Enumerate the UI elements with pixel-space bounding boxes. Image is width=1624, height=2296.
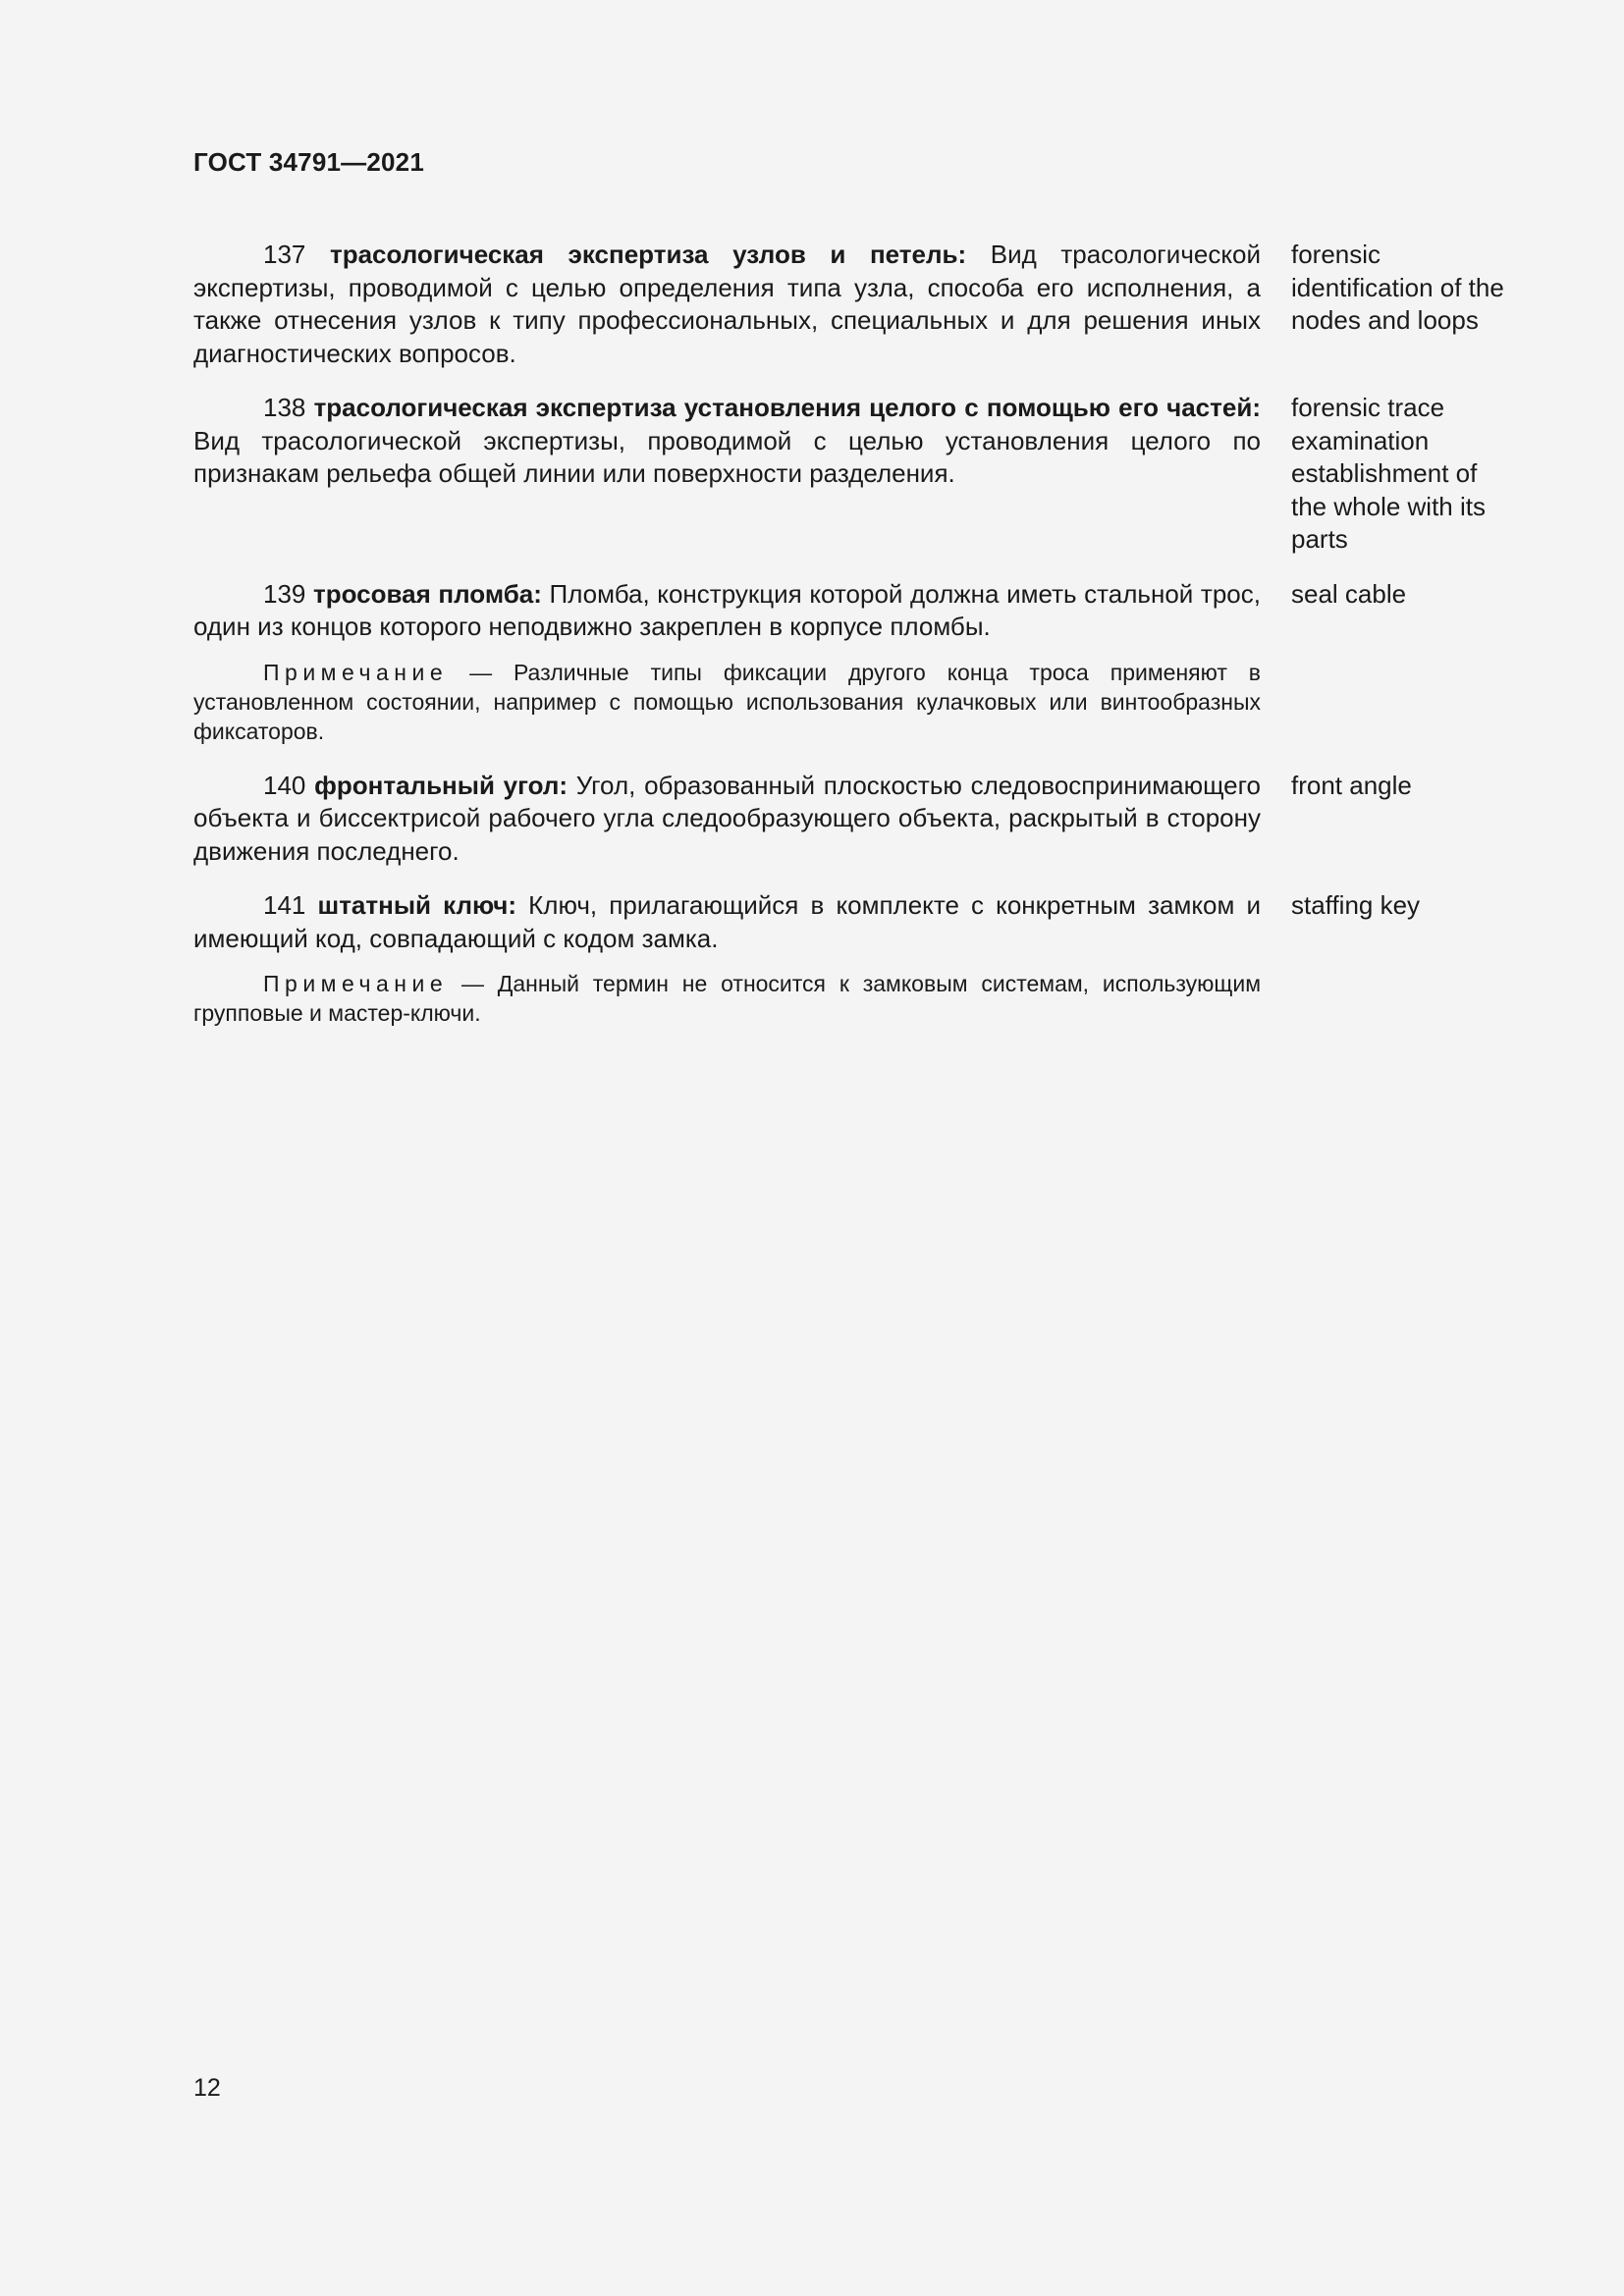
definition-text: Угол, образованный плоскостью следовоспринимающего объекта и биссектрисой рабочего угла следообразующего объекта, раскрытый в сторону движения последнего. <box>193 770 1261 866</box>
definition-text: Пломба, конструкция которой должна иметь стальной трос, один из концов которого неподвижно закреплен в корпусе пломбы. <box>193 578 1261 641</box>
term-name: фронтальный угол: <box>314 770 568 800</box>
note-text: Данный термин не относится к замковым системам, использующим групповые и мастер-ключи. <box>193 971 1262 1026</box>
term-entry-141 <box>193 889 1509 955</box>
term-number: 137 <box>263 240 306 269</box>
term-definition <box>193 770 1261 869</box>
english-equivalent: forensic trace examination establishment of the whole with its parts <box>1291 393 1486 554</box>
term-definition <box>193 578 1261 644</box>
term-number: 139 <box>263 578 306 609</box>
term-entry-140 <box>193 770 1509 869</box>
term-definition <box>193 239 1261 370</box>
term-name: штатный ключ: <box>317 890 516 920</box>
note-dash: — <box>460 971 484 996</box>
term-name: трасологическая экспертиза узлов и петель: <box>329 240 967 269</box>
note-text: Различные типы фиксации другого конца троса применяют в установленном состоянии, например с помощью использования кулачковых или винтообразных фиксаторов. <box>193 659 1262 744</box>
term-number: 138 <box>263 393 306 422</box>
term-definition <box>193 392 1261 491</box>
note-label: Примечание <box>263 659 449 685</box>
term-entry-139 <box>193 578 1509 644</box>
note-139 <box>193 658 1261 746</box>
english-equivalent: staffing key <box>1291 890 1421 920</box>
term-entry-137 <box>193 239 1509 370</box>
document-code-header: ГОСТ 34791—2021 <box>193 147 424 177</box>
english-equivalent: forensic identification of the nodes and loops <box>1291 240 1504 335</box>
terms-list <box>193 239 1509 1051</box>
term-name: трасологическая экспертиза установления целого с помощью его частей: <box>313 393 1261 422</box>
term-name: тросовая пломба: <box>313 578 542 609</box>
definition-text: Вид трасологической экспертизы, проводимой с целью установления целого по признакам рельефа общей линии или поверхности разделения. <box>193 425 1261 488</box>
english-equivalent: front angle <box>1291 770 1412 800</box>
note-label: Примечание <box>263 971 449 996</box>
page-number: 12 <box>193 2074 221 2102</box>
term-number: 140 <box>263 770 306 800</box>
term-entry-138 <box>193 392 1509 557</box>
english-equivalent: seal cable <box>1291 578 1407 609</box>
definition-text: Ключ, прилагающийся в комплекте с конкретным замком и имеющий код, совпадающий с кодом замка. <box>193 890 1261 953</box>
note-141 <box>193 969 1261 1028</box>
term-number: 141 <box>263 890 306 920</box>
note-dash: — <box>469 659 493 685</box>
definition-text: Вид трасологической экспертизы, проводимой с целью определения типа узла, способа его исполнения, а также отнесения узлов к типу профессиональных, специальных и для решения иных диагностических вопросов. <box>193 240 1261 368</box>
term-definition <box>193 889 1261 955</box>
